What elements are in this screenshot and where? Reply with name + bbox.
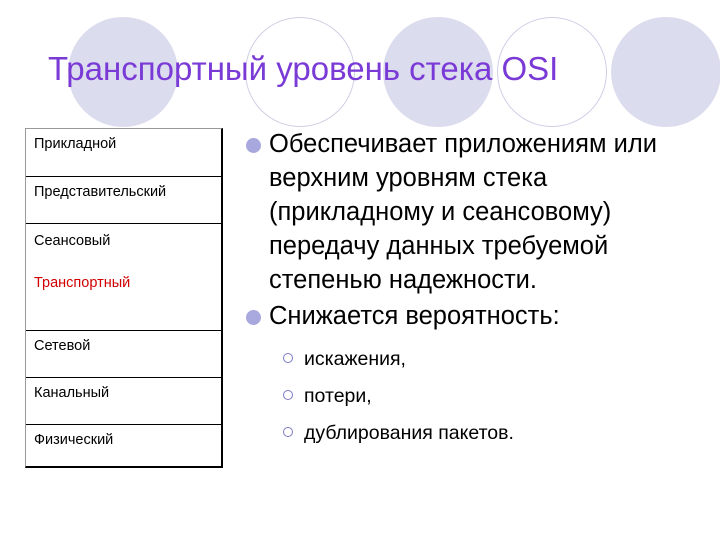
layer-row-presentation xyxy=(26,176,221,223)
bullet-icon xyxy=(246,138,261,153)
slide-title: Транспортный уровень стека OSI xyxy=(48,50,559,87)
sub-bullet-icon xyxy=(283,390,293,400)
layer-label: Сеансовый xyxy=(34,233,111,249)
layer-label: Физический xyxy=(34,432,114,448)
layer-row-application xyxy=(26,129,221,176)
sub-bullet-item xyxy=(246,378,706,415)
sub-bullet-item xyxy=(246,341,706,378)
sub-bullet-text: потери, xyxy=(304,385,372,407)
layer-row-network xyxy=(26,330,221,377)
layer-label: Представительский xyxy=(34,184,167,200)
sub-bullet-text: искажения, xyxy=(304,348,406,370)
sub-bullet-text: дублирования пакетов. xyxy=(304,422,514,444)
layer-row-datalink xyxy=(26,377,221,424)
bullet-text: Обеспечивает приложениям или верхним уровням стека (прикладному и сеансовому) передачу данных требуемой степенью надежности. xyxy=(269,130,657,294)
osi-layers-table xyxy=(25,128,223,468)
layer-label-transport: Транспортный xyxy=(34,275,131,291)
layer-label: Прикладной xyxy=(34,136,117,152)
bullet-text: Снижается вероятность: xyxy=(269,302,560,330)
sub-bullet-list xyxy=(246,341,706,452)
sub-bullet-icon xyxy=(283,353,293,363)
layer-row-session-transport xyxy=(26,223,221,330)
layer-label: Канальный xyxy=(34,385,110,401)
bullet-icon xyxy=(246,310,261,325)
bullet-item xyxy=(246,299,706,333)
bullet-list xyxy=(246,127,706,452)
sub-bullet-icon xyxy=(283,427,293,437)
sub-bullet-item xyxy=(246,415,706,452)
layer-label: Сетевой xyxy=(34,338,91,354)
layer-row-physical xyxy=(26,424,221,467)
bullet-item xyxy=(246,127,706,297)
decor-circle-5 xyxy=(611,17,720,127)
